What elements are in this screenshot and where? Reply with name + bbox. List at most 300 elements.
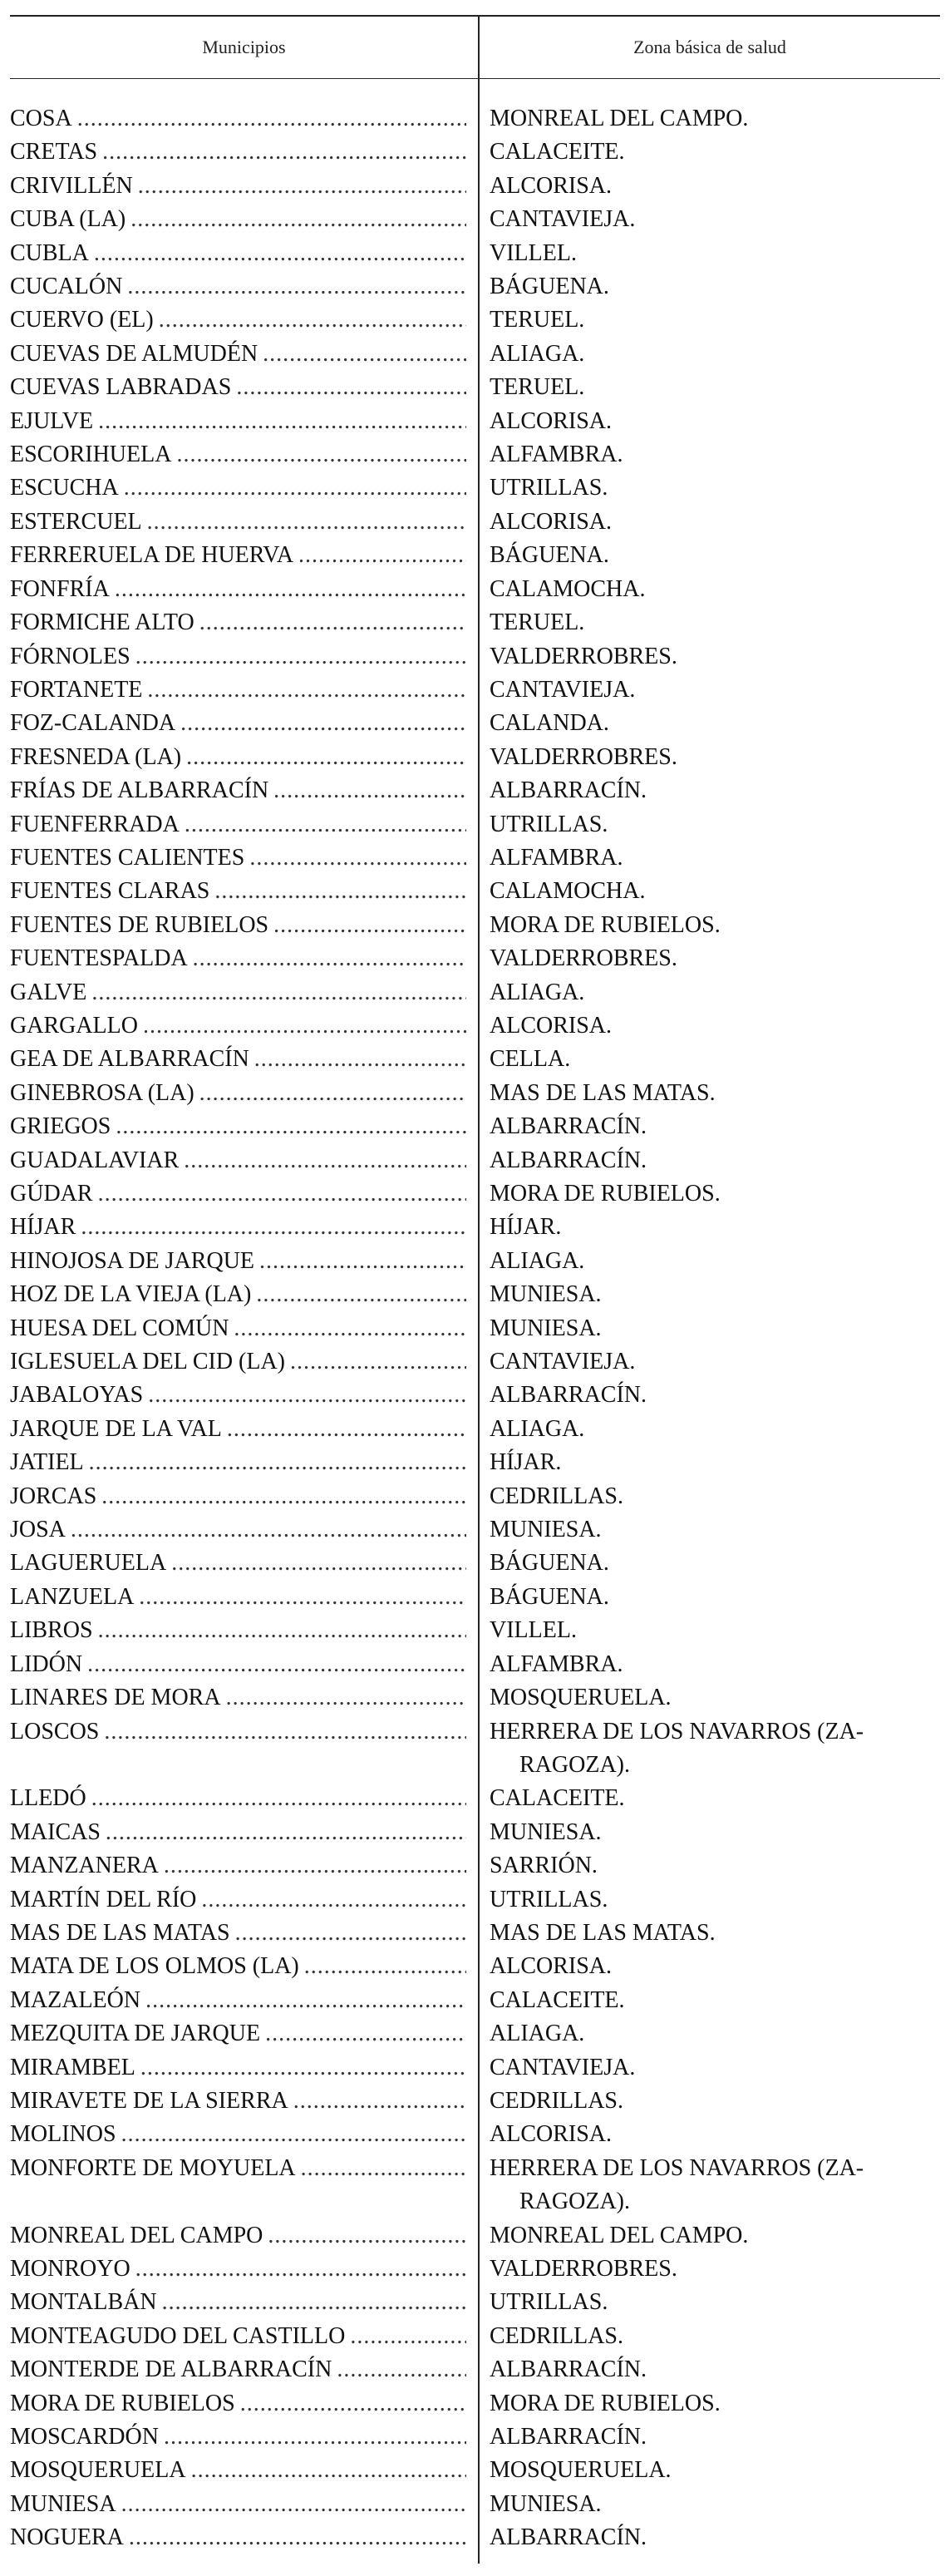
zona-name: ALBARRACÍN. <box>490 2424 647 2450</box>
zona-cell <box>480 1681 940 1715</box>
zona-cell <box>480 136 940 169</box>
zona-name: CEDRILLAS. <box>490 2087 623 2114</box>
municipio-cell <box>10 976 480 1009</box>
zona-cell <box>480 2421 940 2454</box>
municipio-name: HÍJAR <box>10 1214 76 1241</box>
zona-cell <box>480 2152 940 2219</box>
dot-leader <box>193 942 466 975</box>
dot-leader <box>98 405 466 438</box>
zona-cell <box>480 1144 940 1177</box>
zona-cell <box>480 942 940 975</box>
dot-leader <box>290 1345 466 1379</box>
table-row <box>10 1614 940 1647</box>
municipio-cell <box>10 808 480 841</box>
municipio-name: LAGUERUELA <box>10 1550 167 1577</box>
table-row <box>10 2118 940 2151</box>
zona-name: VILLEL. <box>490 239 577 266</box>
municipio-cell <box>10 875 480 908</box>
dot-leader <box>226 1681 466 1715</box>
zona-cell <box>480 1379 940 1412</box>
municipio-name: CUCALÓN <box>10 274 123 300</box>
dot-leader <box>184 1144 466 1177</box>
zona-name: CANTAVIEJA. <box>490 2054 636 2080</box>
municipio-cell <box>10 2521 480 2554</box>
zona-name: MUNIESA. <box>490 2490 602 2517</box>
municipio-name: MONREAL DEL CAMPO <box>10 2222 263 2248</box>
municipio-cell <box>10 1715 480 1749</box>
table-row <box>10 2387 940 2421</box>
municipio-cell <box>10 2320 480 2353</box>
zona-name: VILLEL. <box>490 1617 577 1644</box>
zona-name: ALCORISA. <box>490 1012 613 1039</box>
zona-name-continuation: RAGOZA). <box>519 2189 630 2215</box>
zona-name: MOSQUERUELA. <box>490 2457 672 2484</box>
municipio-cell <box>10 1480 480 1513</box>
municipios-table <box>10 15 940 2564</box>
zona-name: UTRILLAS. <box>490 1886 608 1912</box>
municipio-name: JORCAS <box>10 1483 97 1509</box>
zona-cell <box>480 808 940 841</box>
municipio-name: FORMICHE ALTO <box>10 609 194 636</box>
table-row <box>10 942 940 975</box>
municipio-cell <box>10 2454 480 2487</box>
dot-leader <box>185 808 466 841</box>
dot-leader <box>199 1077 466 1110</box>
dot-leader <box>240 2387 466 2421</box>
municipio-name: MOLINOS <box>10 2121 116 2148</box>
dot-leader <box>138 170 466 203</box>
dot-leader <box>121 2488 466 2521</box>
table-row <box>10 1211 940 1244</box>
municipio-cell <box>10 338 480 371</box>
zona-cell <box>480 1715 940 1783</box>
zona-cell <box>480 2320 940 2353</box>
zona-cell <box>480 1648 940 1681</box>
zona-cell <box>480 1345 940 1379</box>
municipio-name: MEZQUITA DE JARQUE <box>10 2021 261 2047</box>
dot-leader <box>77 102 466 136</box>
zona-name: ALBARRACÍN. <box>490 1113 647 1140</box>
municipio-cell <box>10 1177 480 1211</box>
municipio-cell <box>10 1077 480 1110</box>
municipio-cell <box>10 2253 480 2286</box>
zona-cell <box>480 875 940 908</box>
table-row <box>10 1144 940 1177</box>
zona-name: VALDERROBRES. <box>490 945 677 972</box>
zona-cell <box>480 2219 940 2253</box>
table-row <box>10 1513 940 1547</box>
zona-name: ALIAGA. <box>490 1415 585 1442</box>
zona-cell <box>480 976 940 1009</box>
dot-leader <box>139 1581 466 1614</box>
municipio-name: ESCUCHA <box>10 475 119 501</box>
table-row <box>10 674 940 707</box>
municipio-name: CRIVILLÉN <box>10 172 133 199</box>
table-row <box>10 1413 940 1446</box>
municipio-name: FUENFERRADA <box>10 811 180 837</box>
municipio-cell <box>10 2118 480 2151</box>
zona-name: CALAMOCHA. <box>490 575 646 602</box>
municipio-cell <box>10 674 480 707</box>
dot-leader <box>301 2152 466 2185</box>
municipio-name: LIDÓN <box>10 1651 83 1677</box>
zona-name: ALCORISA. <box>490 2121 613 2148</box>
dot-leader <box>101 1480 466 1513</box>
dot-leader <box>91 976 466 1009</box>
table-row <box>10 338 940 371</box>
table-row <box>10 1648 940 1681</box>
zona-name: CEDRILLAS. <box>490 2322 623 2349</box>
zona-cell <box>480 1581 940 1614</box>
dot-leader <box>235 1917 466 1950</box>
municipio-cell <box>10 2488 480 2521</box>
zona-cell <box>480 909 940 942</box>
zona-cell <box>480 674 940 707</box>
dot-leader <box>293 2085 466 2118</box>
municipio-name: EJULVE <box>10 407 94 434</box>
municipio-cell <box>10 2219 480 2253</box>
municipio-cell <box>10 2051 480 2085</box>
municipio-cell <box>10 640 480 674</box>
zona-cell <box>480 1614 940 1647</box>
dot-leader <box>91 1782 466 1815</box>
table-row <box>10 741 940 774</box>
municipio-name: GARGALLO <box>10 1012 138 1039</box>
dot-leader <box>147 506 466 539</box>
municipio-name: MAZALEÓN <box>10 1986 141 2013</box>
dot-leader <box>147 674 466 707</box>
municipio-name: FONFRÍA <box>10 575 110 602</box>
table-row <box>10 471 940 505</box>
municipio-cell <box>10 606 480 639</box>
municipio-name: JABALOYAS <box>10 1382 144 1409</box>
dot-leader <box>164 2421 466 2454</box>
municipio-cell <box>10 539 480 572</box>
municipio-name: CRETAS <box>10 139 98 165</box>
municipio-name: MIRAVETE DE LA SIERRA <box>10 2087 288 2114</box>
table-row <box>10 841 940 875</box>
zona-cell <box>480 1513 940 1547</box>
dot-leader <box>104 1715 466 1749</box>
municipio-cell <box>10 1211 480 1244</box>
zona-name: MUNIESA. <box>490 1818 602 1845</box>
zona-cell <box>480 1278 940 1311</box>
municipio-cell <box>10 1043 480 1076</box>
zona-name: ALCORISA. <box>490 407 613 434</box>
municipio-cell <box>10 136 480 169</box>
zona-cell <box>480 774 940 807</box>
zona-name: MORA DE RUBIELOS. <box>490 1181 721 1207</box>
municipio-cell <box>10 2353 480 2386</box>
zona-cell <box>480 2286 940 2319</box>
municipio-name: FUENTES DE RUBIELOS <box>10 911 269 938</box>
municipio-name: IGLESUELA DEL CID (LA) <box>10 1349 286 1375</box>
municipio-cell <box>10 102 480 136</box>
municipio-cell <box>10 1547 480 1580</box>
municipio-cell <box>10 1009 480 1043</box>
zona-cell <box>480 1077 940 1110</box>
municipio-cell <box>10 405 480 438</box>
table-row <box>10 1715 940 1783</box>
zona-cell <box>480 303 940 337</box>
zona-name: BÁGUENA. <box>490 1550 609 1577</box>
table-row <box>10 405 940 438</box>
zona-name: HERRERA DE LOS NAVARROS (ZA- <box>490 1718 864 1744</box>
zona-cell <box>480 1110 940 1143</box>
zona-name: HÍJAR. <box>490 1214 562 1241</box>
table-row <box>10 2219 940 2253</box>
municipio-name: FORTANETE <box>10 676 143 703</box>
dot-leader <box>256 1278 466 1311</box>
municipio-cell <box>10 371 480 404</box>
zona-cell <box>480 471 940 505</box>
municipio-name: CUEVAS LABRADAS <box>10 374 232 401</box>
municipio-name: COSA <box>10 106 72 131</box>
municipio-cell <box>10 270 480 303</box>
municipio-name: LINARES DE MORA <box>10 1685 221 1711</box>
table-row <box>10 1581 940 1614</box>
municipio-cell <box>10 203 480 236</box>
municipio-cell <box>10 1648 480 1681</box>
header-municipios: Municipios <box>10 17 480 78</box>
zona-name: MUNIESA. <box>490 1281 602 1308</box>
dot-leader <box>249 841 466 875</box>
municipio-name: MONFORTE DE MOYUELA <box>10 2154 296 2181</box>
zona-name: UTRILLAS. <box>490 475 608 501</box>
table-row <box>10 1480 940 1513</box>
zona-name: MOSQUERUELA. <box>490 1685 672 1711</box>
municipio-name: HUESA DEL COMÚN <box>10 1315 229 1341</box>
municipio-name: FRÍAS DE ALBARRACÍN <box>10 777 269 804</box>
municipio-name: CUBLA <box>10 239 89 266</box>
municipio-name: FRESNEDA (LA) <box>10 743 182 770</box>
table-row <box>10 2488 940 2521</box>
municipio-name: GALVE <box>10 979 87 1005</box>
municipio-name: LOSCOS <box>10 1718 100 1744</box>
zona-cell <box>480 338 940 371</box>
zona-cell <box>480 270 940 303</box>
municipio-name: HOZ DE LA VIEJA (LA) <box>10 1281 252 1308</box>
municipio-cell <box>10 1413 480 1446</box>
dot-leader <box>180 707 466 740</box>
zona-name: ALIAGA. <box>490 340 585 367</box>
zona-cell <box>480 1816 940 1849</box>
dot-leader <box>102 136 466 169</box>
zona-cell <box>480 573 940 606</box>
municipio-cell <box>10 1110 480 1143</box>
zona-name: SARRIÓN. <box>490 1853 598 1879</box>
zona-cell <box>480 539 940 572</box>
table-row <box>10 909 940 942</box>
table-row <box>10 707 940 740</box>
municipio-name: LIBROS <box>10 1617 93 1644</box>
zona-name: MUNIESA. <box>490 1517 602 1543</box>
zona-name: ALCORISA. <box>490 1953 613 1980</box>
municipio-name: NOGUERA <box>10 2524 124 2551</box>
dot-leader <box>106 1816 466 1849</box>
municipio-cell <box>10 573 480 606</box>
municipio-name: FOZ-CALANDA <box>10 710 176 737</box>
table-row <box>10 2253 940 2286</box>
zona-name: ALFAMBRA. <box>490 1651 623 1677</box>
dot-leader <box>176 438 466 471</box>
zona-cell <box>480 1446 940 1479</box>
municipio-name: MONTERDE DE ALBARRACÍN <box>10 2356 332 2383</box>
zona-name: BÁGUENA. <box>490 1583 609 1610</box>
municipio-name: FERRERUELA DE HUERVA <box>10 542 294 569</box>
dot-leader <box>130 203 466 236</box>
zona-name: MAS DE LAS MATAS. <box>490 1079 716 1106</box>
municipio-name: GÚDAR <box>10 1181 93 1207</box>
dot-leader <box>186 741 466 774</box>
zona-name: ALIAGA. <box>490 2021 585 2047</box>
zona-cell <box>480 102 940 136</box>
zona-cell <box>480 2387 940 2421</box>
table-row <box>10 303 940 337</box>
municipio-name: GINEBROSA (LA) <box>10 1079 194 1106</box>
municipio-cell <box>10 2387 480 2421</box>
dot-leader <box>140 2051 466 2085</box>
zona-name: CALAMOCHA. <box>490 878 646 905</box>
dot-leader <box>129 2521 466 2554</box>
table-row <box>10 2353 940 2386</box>
zona-cell <box>480 1177 940 1211</box>
municipio-cell <box>10 1917 480 1950</box>
dot-leader <box>116 1110 466 1143</box>
municipio-cell <box>10 1883 480 1917</box>
table-row <box>10 2017 940 2050</box>
municipio-name: MONROYO <box>10 2256 130 2282</box>
municipio-name: FUENTES CALIENTES <box>10 844 245 871</box>
table-row <box>10 2454 940 2487</box>
zona-cell <box>480 2017 940 2050</box>
municipio-cell <box>10 942 480 975</box>
zona-cell <box>480 405 940 438</box>
municipio-name: LLEDÓ <box>10 1785 86 1812</box>
dot-leader <box>89 1446 466 1479</box>
dot-leader <box>98 1614 466 1647</box>
table-row <box>10 1110 940 1143</box>
table-row <box>10 2085 940 2118</box>
table-row <box>10 1278 940 1311</box>
table-row <box>10 2051 940 2085</box>
zona-name: CALACEITE. <box>490 139 625 165</box>
municipio-name: GEA DE ALBARRACÍN <box>10 1046 249 1073</box>
municipio-cell <box>10 2085 480 2118</box>
municipio-name: MONTEAGUDO DEL CASTILLO <box>10 2322 346 2349</box>
municipio-cell <box>10 1312 480 1345</box>
municipio-name: JOSA <box>10 1517 66 1543</box>
municipio-cell <box>10 1681 480 1715</box>
zona-name: ALCORISA. <box>490 508 613 535</box>
table-row <box>10 203 940 236</box>
table-header <box>10 17 940 79</box>
table-row <box>10 237 940 270</box>
zona-cell <box>480 203 940 236</box>
municipio-cell <box>10 1950 480 1983</box>
municipio-name: FUENTES CLARAS <box>10 878 210 905</box>
zona-cell <box>480 438 940 471</box>
zona-name: ALBARRACÍN. <box>490 2356 647 2383</box>
table-row <box>10 2521 940 2554</box>
dot-leader <box>201 1883 466 1917</box>
dot-leader <box>259 1245 466 1278</box>
dot-leader <box>268 2219 466 2253</box>
dot-leader <box>87 1648 466 1681</box>
zona-name: MORA DE RUBIELOS. <box>490 2390 721 2416</box>
municipio-name: CUERVO (EL) <box>10 307 154 333</box>
zona-cell <box>480 1849 940 1883</box>
dot-leader <box>115 573 466 606</box>
table-row <box>10 136 940 169</box>
zona-cell <box>480 1480 940 1513</box>
municipio-cell <box>10 1144 480 1177</box>
zona-name: MUNIESA. <box>490 1315 602 1341</box>
zona-name: CALANDA. <box>490 710 609 737</box>
dot-leader <box>145 1984 466 2017</box>
table-row <box>10 1177 940 1211</box>
municipio-name: HINOJOSA DE JARQUE <box>10 1247 255 1274</box>
dot-leader <box>304 1950 466 1983</box>
municipio-cell <box>10 2152 480 2185</box>
municipio-cell <box>10 2421 480 2454</box>
header-zona-basica: Zona básica de salud <box>633 37 786 57</box>
zona-cell <box>480 2454 940 2487</box>
table-row <box>10 774 940 807</box>
zona-name: MONREAL DEL CAMPO. <box>490 106 749 131</box>
municipio-cell <box>10 909 480 942</box>
dot-leader <box>227 1413 466 1446</box>
table-row <box>10 1312 940 1345</box>
municipio-cell <box>10 506 480 539</box>
municipio-name: MAS DE LAS MATAS <box>10 1919 230 1946</box>
table-row <box>10 270 940 303</box>
municipio-cell <box>10 741 480 774</box>
municipio-cell <box>10 471 480 505</box>
table-row <box>10 1950 940 1983</box>
municipio-cell <box>10 303 480 337</box>
dot-leader <box>164 1849 466 1883</box>
zona-cell <box>480 1950 940 1983</box>
municipio-name: MATA DE LOS OLMOS (LA) <box>10 1953 299 1980</box>
dot-leader <box>236 371 466 404</box>
municipio-cell <box>10 1849 480 1883</box>
table-row <box>10 808 940 841</box>
table-row <box>10 640 940 674</box>
municipio-name: MARTÍN DEL RÍO <box>10 1886 197 1912</box>
municipio-name: MIRAMBEL <box>10 2054 135 2080</box>
zona-cell <box>480 1245 940 1278</box>
zona-cell <box>480 1883 940 1917</box>
zona-name: ALCORISA. <box>490 172 613 199</box>
zona-cell <box>480 1211 940 1244</box>
zona-cell <box>480 2521 940 2554</box>
zona-cell <box>480 741 940 774</box>
zona-name: CALACEITE. <box>490 1785 625 1812</box>
dot-leader <box>265 2017 466 2050</box>
zona-name: TERUEL. <box>490 374 585 401</box>
municipio-cell <box>10 170 480 203</box>
zona-cell <box>480 237 940 270</box>
table-row <box>10 1681 940 1715</box>
table-body <box>10 79 940 2564</box>
dot-leader <box>162 2286 466 2319</box>
zona-name: CELLA. <box>490 1046 571 1073</box>
table-row <box>10 1984 940 2017</box>
zona-name: ALBARRACÍN. <box>490 2524 647 2551</box>
zona-cell <box>480 2253 940 2286</box>
zona-name-continuation: RAGOZA). <box>519 1751 630 1778</box>
